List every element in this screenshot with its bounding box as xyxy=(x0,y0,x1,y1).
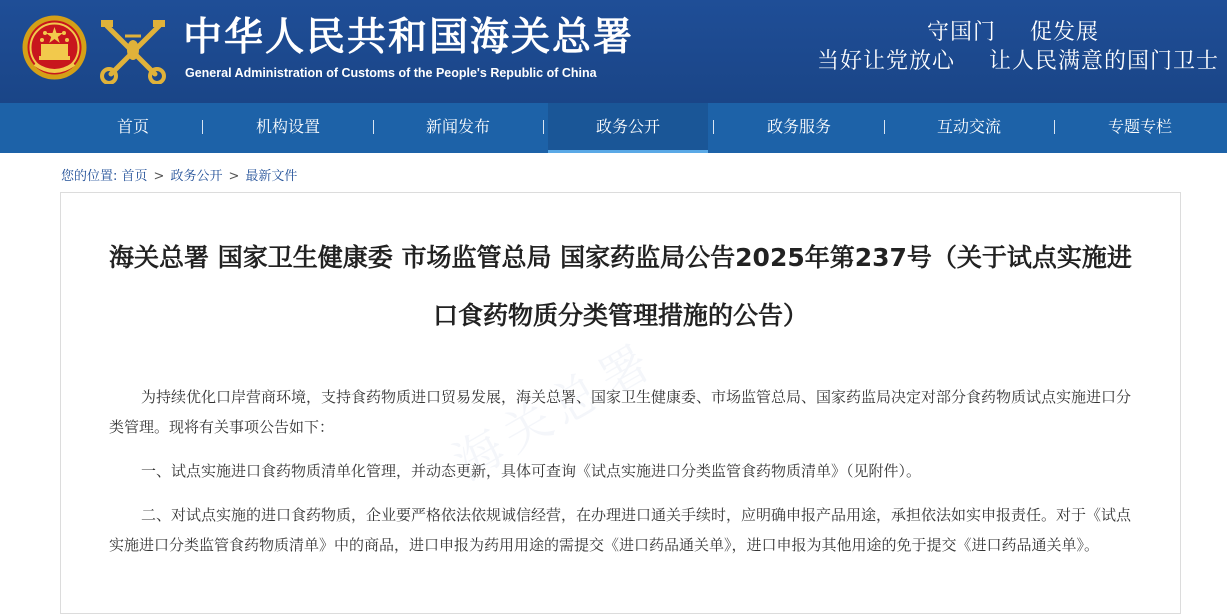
nav-divider xyxy=(373,120,374,134)
site-title-en: General Administration of Customs of the People's Republic of China xyxy=(185,66,597,80)
slogan-text: 促发展 xyxy=(1029,20,1099,45)
breadcrumb xyxy=(61,165,297,184)
slogan-line-2 xyxy=(817,44,1219,75)
nav-item-topics[interactable]: 专题专栏 xyxy=(1107,117,1172,136)
breadcrumb-link-government-affairs[interactable]: 政务公开 xyxy=(170,169,223,184)
customs-keys-icon xyxy=(97,16,169,84)
nav-divider xyxy=(543,120,544,134)
article-paragraph: 为持续优化口岸营商环境，支持食药物质进口贸易发展，海关总署、国家卫生健康委、市场监管总局、国家药监局决定对部分食药物质试点实施进口分类管理。现将有关事项公告如下： xyxy=(109,388,1132,436)
breadcrumb-separator: > xyxy=(153,169,165,184)
article-paragraph: 二、对试点实施的进口食药物质，企业要严格依法依规诚信经营，在办理进口通关手续时，应明确申报产品用途，承担依法如实申报责任。对于《试点实施进口分类监管食药物质清单》中的商品，进口申报为药用用途的需提交《进口药品通关单》，进口申报为其他用途的免于提交《进口药品通关单》。 xyxy=(109,506,1132,554)
nav-item-news[interactable]: 新闻发布 xyxy=(425,117,490,136)
breadcrumb-link-home[interactable]: 首页 xyxy=(121,169,148,184)
slogan-text: 守国门 xyxy=(926,20,996,45)
site-title: 中华人民共和国海关总署 xyxy=(183,15,635,60)
article-panel xyxy=(60,192,1181,614)
site-header xyxy=(0,0,1227,103)
nav-divider xyxy=(884,120,885,134)
nav-divider xyxy=(713,120,714,134)
article-body xyxy=(109,382,1131,574)
slogan-line-1 xyxy=(927,15,1099,46)
nav-divider xyxy=(1054,120,1055,134)
breadcrumb-link-latest-documents[interactable]: 最新文件 xyxy=(245,169,298,184)
nav-item-government-affairs[interactable]: 政务公开 xyxy=(548,103,708,153)
article-paragraph: 一、试点实施进口食药物质清单化管理，并动态更新，具体可查询《试点实施进口分类监管食药物质清单》（见附件）。 xyxy=(141,462,922,480)
main-nav xyxy=(0,103,1227,153)
slogan-text: 当好让党放心 xyxy=(816,49,955,74)
breadcrumb-label: 您的位置: xyxy=(61,169,118,184)
breadcrumb-separator: > xyxy=(228,169,240,184)
slogan-text: 让人民满意的国门卫士 xyxy=(988,49,1219,74)
nav-item-home[interactable]: 首页 xyxy=(116,117,149,136)
nav-divider xyxy=(202,120,203,134)
nav-item-organization[interactable]: 机构设置 xyxy=(255,117,320,136)
article-title: 海关总署 国家卫生健康委 市场监管总局 国家药监局公告2025年第237号（关于试点实施进口食药物质分类管理措施的公告） xyxy=(109,243,1132,330)
nav-item-interaction[interactable]: 互动交流 xyxy=(936,117,1001,136)
nav-item-services[interactable]: 政务服务 xyxy=(766,117,831,136)
national-emblem-icon xyxy=(21,14,88,81)
watermark: 海关总署 xyxy=(444,331,667,492)
